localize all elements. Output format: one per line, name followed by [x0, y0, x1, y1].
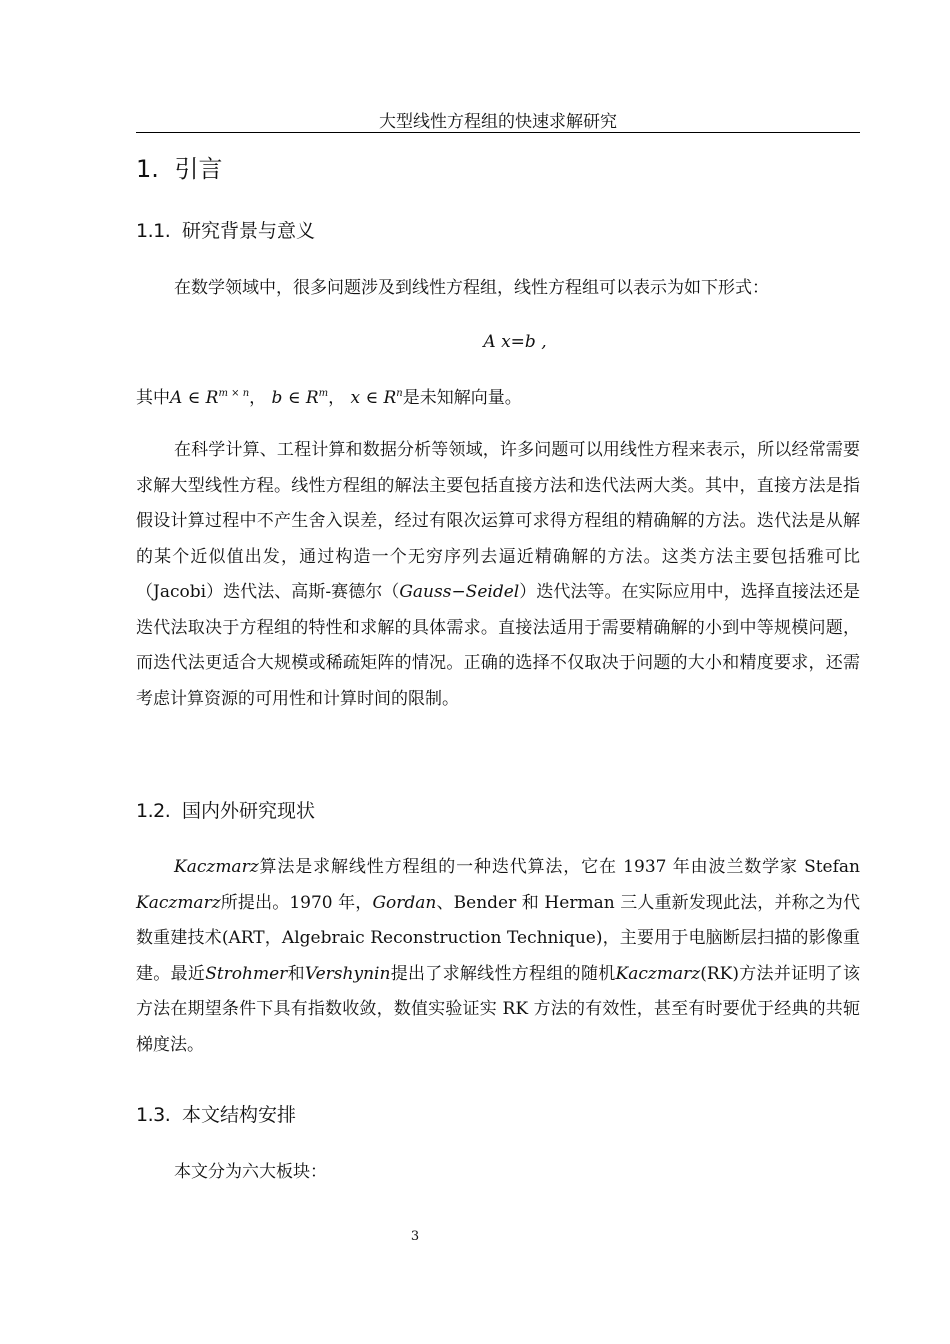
equation: A x=b , [483, 332, 547, 352]
section-1-1-heading [136, 217, 315, 245]
running-header: 大型线性方程组的快速求解研究 [379, 112, 617, 132]
intro-paragraph: 在数学领域中，很多问题涉及到线性方程组，线性方程组可以表示为如下形式： [174, 278, 769, 298]
section-1-1-title: 研究背景与意义 [182, 220, 316, 242]
section-1-2-heading [136, 797, 315, 825]
background-paragraph: 在科学计算、工程计算和数据分析等领域，许多问题可以用线性方程来表示，所以经常需要求解大型线性方程。线性方程组的解法主要包括直接方法和迭代法两大类。其中，直接方法是指假设计算过程中不产生舍入误差，经过有限次运算可求得方程组的精确解的方法。迭代法是从解的某个近似值出发，通过构造一个无穷序列去逼近精确解的方法。这类方法主要包括雅可比（Jacobi）迭代法、高斯-赛德尔（Gauss−Seidel）迭代法等。在实际应用中，选择直接法还是迭代法取决于方程组的特性和求解的具体需求。直接法适用于需要精确解的小到中等规模问题，而迭代法更适合大规模或稀疏矩阵的情况。正确的选择不仅取决于问题的大小和精度要求，还需考虑计算资源的可用性和计算时间的限制。 [136, 440, 860, 709]
header-rule [136, 132, 860, 133]
where-clause: 其中A ∈ $R^{m \times n}$， b ∈ $R^m$， x ∈ $R^n$是未知解向量。 [136, 388, 522, 408]
section-1-3-number: 1.3. [136, 1104, 171, 1126]
section-1-3-title: 本文结构安排 [182, 1104, 297, 1126]
section-1-1-number: 1.1. [136, 220, 171, 242]
research-status-paragraph: Kaczmarz算法是求解线性方程组的一种迭代算法，它在 1937 年由波兰数学家 Stefan Kaczmarz所提出。1970 年，Gordan、Bender 和 Herman 三人重新发现此法，并称之为代数重建技术(ART，Algebraic Reconstruction Technique)，主要用于电脑断层扫描的影像重建。最近Strohmer和Vershynin提出了求解线性方程组的随机Kaczmarz(RK)方法并证明了该方法在期望条件下具有指数收敛，数值实验证实 RK 方法的有效性，甚至有时要优于经典的共轭梯度法。 [136, 857, 861, 1055]
page-number: 3 [410, 1229, 420, 1244]
section-1-number: 1. [136, 155, 159, 183]
section-1-heading [136, 153, 223, 185]
structure-intro: 本文分为六大板块： [174, 1162, 327, 1182]
section-1-2-number: 1.2. [136, 800, 171, 822]
section-1-2-title: 国内外研究现状 [182, 800, 316, 822]
section-1-title: 引言 [174, 155, 223, 183]
section-1-3-heading [136, 1101, 296, 1129]
